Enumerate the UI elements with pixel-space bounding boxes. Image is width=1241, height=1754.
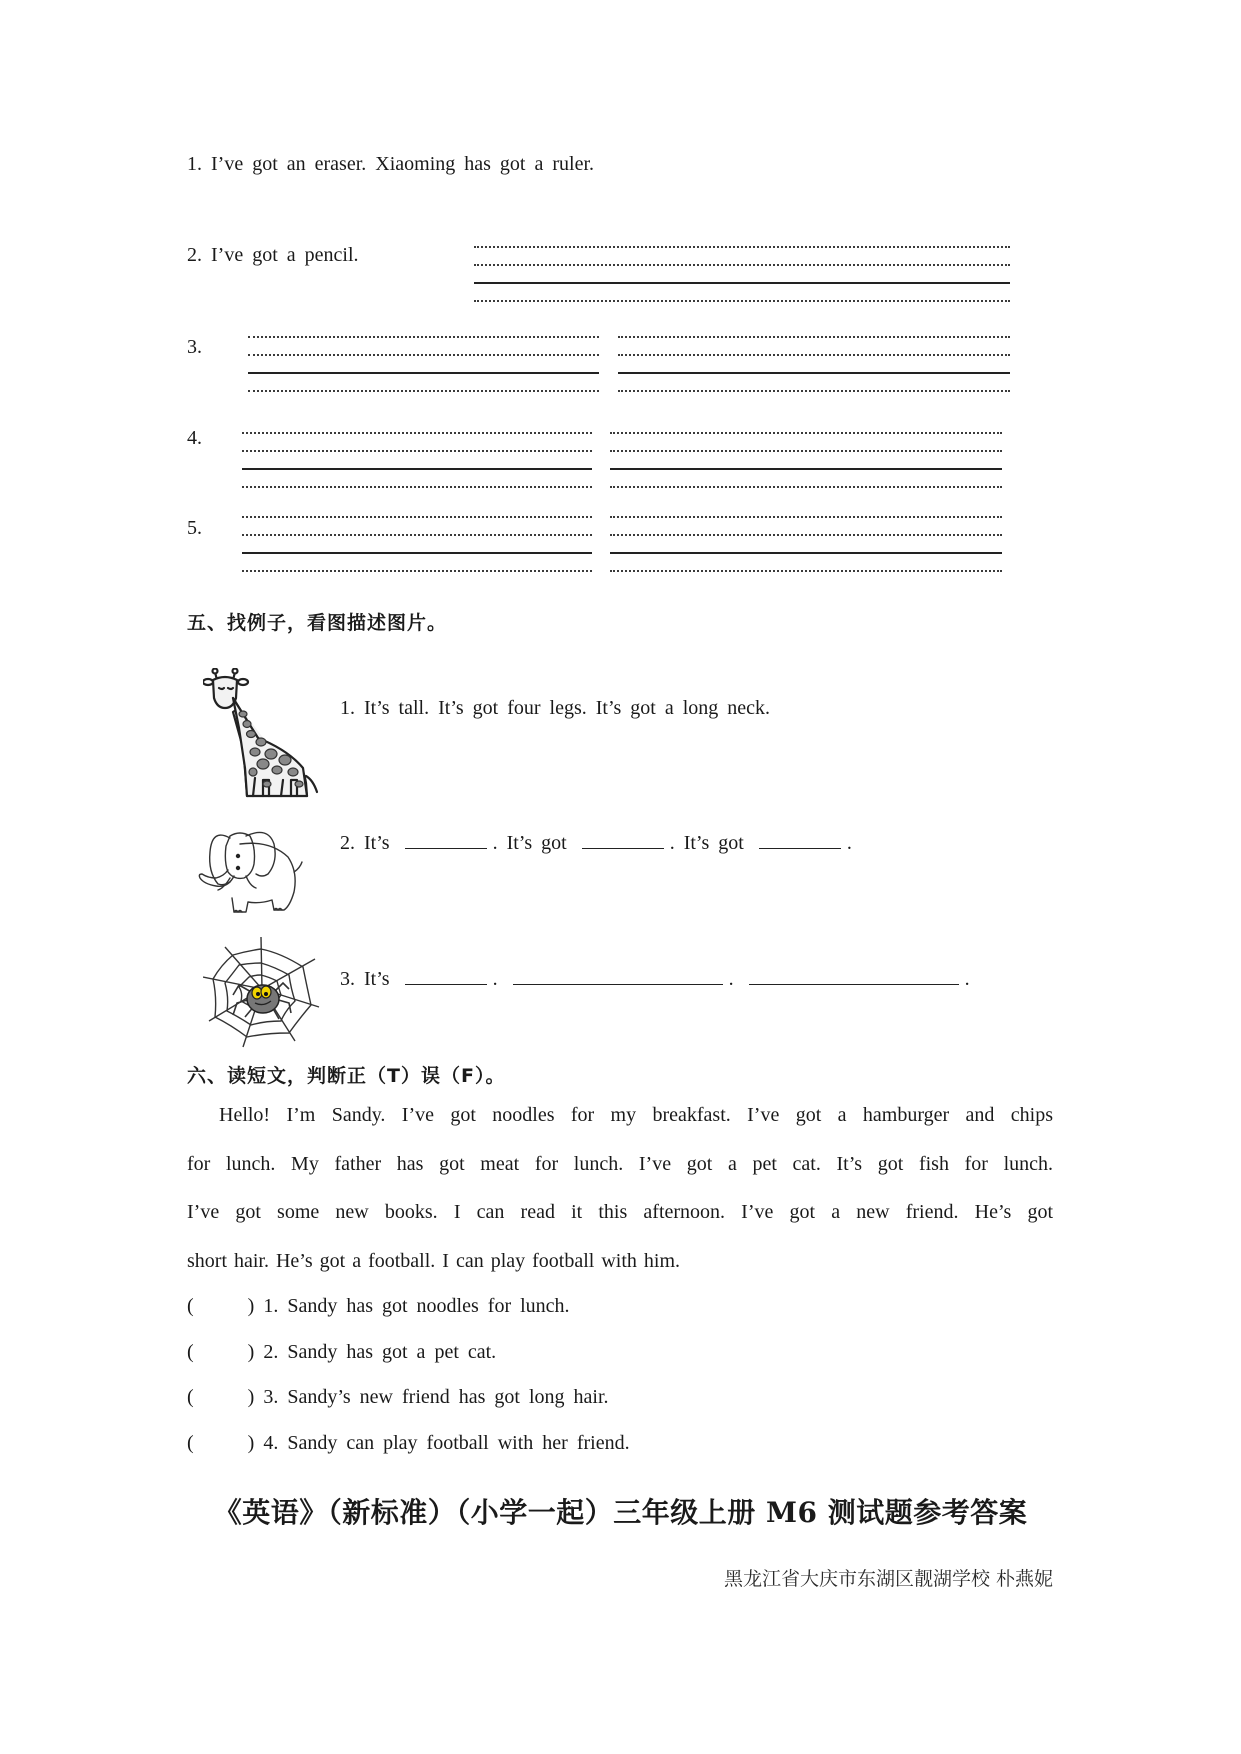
item-text: It’s tall. It’s got four legs. It’s got a long neck. xyxy=(364,697,771,719)
reading-passage xyxy=(187,1091,1053,1285)
exercise-5-item-2 xyxy=(340,830,852,855)
item-mid-1: . It’s got xyxy=(492,832,567,854)
spider-picture xyxy=(203,937,321,1049)
giraffe-icon xyxy=(203,668,325,802)
question-text: Sandy can play football with her friend. xyxy=(287,1432,630,1454)
elephant-picture xyxy=(190,822,310,922)
answer-blank[interactable] xyxy=(582,830,664,849)
writing-guide-3-left[interactable] xyxy=(248,336,599,396)
question-text: Sandy has got a pet cat. xyxy=(287,1341,497,1363)
item-text: I’ve got an eraser. Xiaoming has got a ruler. xyxy=(211,153,594,175)
exercise-4-item-3-number: 3. xyxy=(187,336,202,358)
answer-blank[interactable] xyxy=(405,966,487,985)
answer-bracket-close: ) xyxy=(247,1386,255,1408)
section-6-heading: 六、读短文，判断正（T）误（F）。 xyxy=(187,1065,506,1087)
tf-question-3 xyxy=(187,1386,609,1409)
tf-question-1 xyxy=(187,1295,570,1318)
answer-blank[interactable] xyxy=(405,830,487,849)
item-end: . xyxy=(846,832,852,854)
passage-line: Hello! I’m Sandy. I’ve got noodles for my breakfast. I’ve got a hamburger and chips xyxy=(219,1104,1053,1126)
item-sep-2: . xyxy=(728,968,734,990)
elephant-icon xyxy=(190,822,310,922)
tf-question-4 xyxy=(187,1432,630,1455)
item-prefix: It’s xyxy=(364,832,390,854)
passage-line: short hair. He’s got a football. I can play football with him. xyxy=(187,1249,681,1272)
item-end: . xyxy=(964,968,970,990)
exercise-5-item-1 xyxy=(340,697,770,720)
exercise-4-item-2 xyxy=(187,244,359,267)
item-number: 2. xyxy=(340,832,355,854)
writing-guide-5-right[interactable] xyxy=(610,516,1002,576)
writing-guide-5-left[interactable] xyxy=(242,516,592,576)
item-text: I’ve got a pencil. xyxy=(211,244,359,266)
item-prefix: It’s xyxy=(364,968,390,990)
item-number: 2. xyxy=(187,244,202,266)
writing-guide-4-left[interactable] xyxy=(242,432,592,492)
exercise-4-item-5-number: 5. xyxy=(187,517,202,539)
item-number: 1. xyxy=(340,697,355,719)
item-number: 3. xyxy=(340,968,355,990)
answer-bracket-close: ) xyxy=(247,1341,255,1363)
answer-bracket-open: ( xyxy=(187,1341,194,1363)
question-text: Sandy has got noodles for lunch. xyxy=(287,1295,570,1317)
writing-guide-4-right[interactable] xyxy=(610,432,1002,492)
answer-blank[interactable] xyxy=(513,966,723,985)
question-number: 1. xyxy=(263,1295,279,1317)
answer-bracket-close: ) xyxy=(247,1295,255,1317)
passage-line: for lunch. My father has got meat for lunch. I’ve got a pet cat. It’s got fish for lunch. xyxy=(187,1152,1053,1175)
exercise-4-item-4-number: 4. xyxy=(187,427,202,449)
item-number: 1. xyxy=(187,153,202,175)
tf-question-2 xyxy=(187,1341,496,1364)
question-number: 2. xyxy=(263,1341,279,1363)
exercise-5-item-3 xyxy=(340,966,970,991)
item-sep-1: . xyxy=(492,968,498,990)
question-number: 3. xyxy=(263,1386,279,1408)
answer-bracket-open: ( xyxy=(187,1386,194,1408)
giraffe-picture xyxy=(203,668,325,802)
question-number: 4. xyxy=(263,1432,279,1454)
writing-guide-2[interactable] xyxy=(474,246,1010,306)
answer-blank[interactable] xyxy=(749,966,959,985)
question-text: Sandy’s new friend has got long hair. xyxy=(287,1386,609,1408)
answer-key-title: 《英语》（新标准）（小学一起）三年级上册 M6 测试题参考答案 xyxy=(213,1496,1028,1529)
answer-key-author: 黑龙江省大庆市东湖区靓湖学校 朴燕妮 xyxy=(723,1568,1053,1590)
answer-bracket-close: ) xyxy=(247,1432,255,1454)
spider-web-icon xyxy=(203,937,321,1049)
section-5-heading: 五、找例子，看图描述图片。 xyxy=(187,612,448,634)
writing-guide-3-right[interactable] xyxy=(618,336,1010,396)
answer-bracket-open: ( xyxy=(187,1295,194,1317)
answer-bracket-open: ( xyxy=(187,1432,194,1454)
exercise-4-item-1 xyxy=(187,153,594,176)
passage-line: I’ve got some new books. I can read it this afternoon. I’ve got a new friend. He’s got xyxy=(187,1201,1053,1223)
answer-blank[interactable] xyxy=(759,830,841,849)
item-mid-2: . It’s got xyxy=(669,832,744,854)
